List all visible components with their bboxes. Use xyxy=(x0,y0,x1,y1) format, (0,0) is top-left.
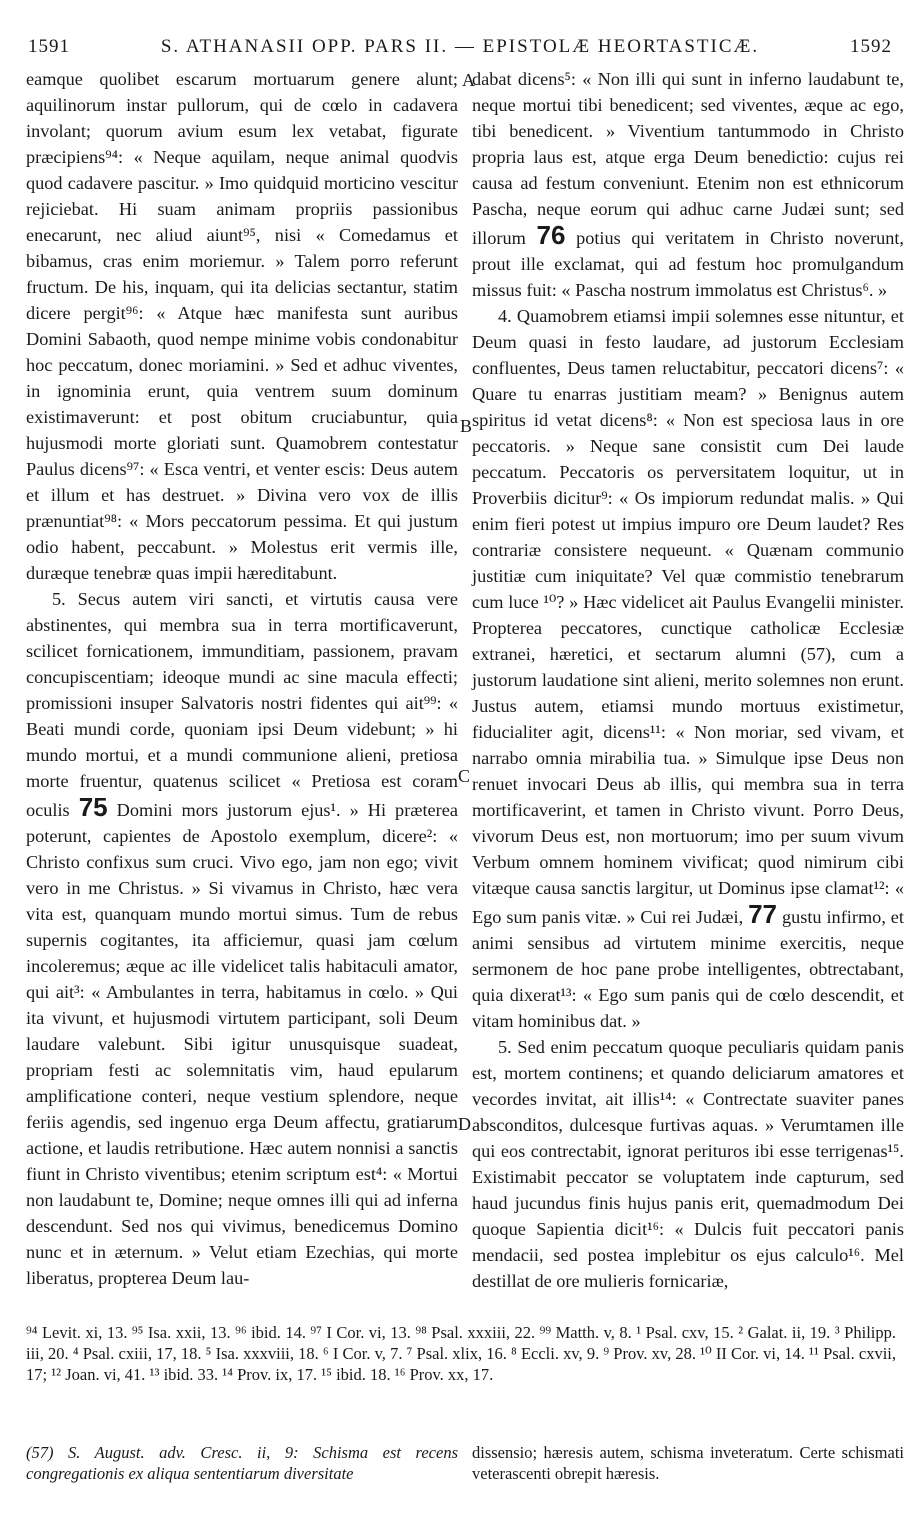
footnotes xyxy=(26,1322,896,1385)
right-paragraph-3: 5. Sed enim peccatum quoque peculiaris quidam panis est, mortem continens; et quando deliciarum amatores et vecordes invitat, ait illis¹⁴: « Contrectate suaviter panes absconditos, dulcesque furtivas aquas. » Verumtamen ille qui eos contrectabit, ignorat perituros ibi esse terrigenas¹⁵. Existimabit peccator se voluptatem inde capturum, sed haud jucundus finis hujus panis erit, quemadmodum Dei quoque Sapientia dicit¹⁶: « Dulcis fuit peccatori panis mendacii, sed postea implebitur os ejus calculo¹⁶. Mel destillat de ore mulieris fornicariæ, xyxy=(472,1037,904,1291)
column-number-77: 77 xyxy=(748,899,777,929)
footnote-references: ⁹⁴ Levit. xi, 13. ⁹⁵ Isa. xxii, 13. ⁹⁶ ibid. 14. ⁹⁷ I Cor. vi, 13. ⁹⁸ Psal. xxxiii, 22. ⁹⁹ Matth. v, 8. ¹ Psal. cxv, 15. ² Galat. ii, 19. ³ Philipp. iii, 20. ⁴ Psal. cxiii, 17, 18. ⁵ Isa. xxxviii, 18. ⁶ I Cor. v, 7. ⁷ Psal. xlix, 16. ⁸ Eccli. xv, 9. ⁹ Prov. xv, 28. ¹⁰ II Cor. vi, 14. ¹¹ Psal. cxvii, 17; ¹² Joan. vi, 41. ¹³ ibid. 33. ¹⁴ Prov. ix, 17. ¹⁵ ibid. 18. ¹⁶ Prov. xx, 17. xyxy=(26,1323,896,1384)
right-paragraph-2-part-a: 4. Quamobrem etiamsi impii solemnes esse nituntur, et Deum quasi in festo laudare, ad justorum Ecclesiam confluentes, Deus tamen reluctabitur, peccatori dicens⁷: « Quare tu enarras justitiam meam? » Benignus autem spiritus id vetat dicens⁸: « Non est speciosa laus in ore peccatoris. » Neque sane consistit cum Dei laude peccatum. Peccatoris os perversitatem loquitur, ut in Proverbiis dicitur⁹: « Os impiorum redundat malis. » Qui enim fieri potest ut impius impuro ore Deum laudet? Res contrariæ consistere nequeunt. « Quænam communio justitiæ cum iniquitate? Vel quæ commistio tenebrarum cum luce ¹⁰? » Hæc videlicet ait Paulus Evangelii minister. Propterea peccatores, cunctique catholicæ Ecclesiæ extranei, hæretici, et sectarum alumni (57), cum a justorum laudatione sint alieni, merito solemnes non erunt. Justus autem, etiamsi mundo mortuus existimetur, fiducialiter agit, dicens¹¹: « Non moriar, sed vivam, et narrabo omnia mirabilia tua. » Simulque ipse Deus non renuet invocari Deus ab illis, qui membra sua in terra mortificaverint, et tamen in Christo vivunt. Porro Deus, vivorum Deus est, non mortuorum; imo per suum vivum Verbum omnem hominem vivificat; quod nimirum cibi vitæque causa sanctis largitur, ut Dominus ipse clamat¹²: « Ego sum panis vitæ. » Cui rei Judæi, xyxy=(472,306,904,927)
right-paragraph-2 xyxy=(472,303,904,1034)
right-paragraph-1-part-b: potius qui veritatem in Christo noverunt, prout ille exclamat, qui ad festum hoc promulgandum missus fuit: « Pascha nostrum immolatus est Christus⁶. » xyxy=(472,228,904,300)
citation-note-left: (57) S. August. adv. Cresc. ii, 9: Schisma est recens congregationis ex aliqua sententiarum diversitate xyxy=(26,1443,458,1483)
page-number-left: 1591 xyxy=(28,36,70,57)
margin-marker-d: D xyxy=(458,1114,471,1134)
right-paragraph-2-part-b: gustu infirmo, et animi sensibus ad virtutem minime exercitis, neque sermonem de hoc pane probe intelligentes, obtrectabant, quia dixerat¹³: « Ego sum panis qui de cœlo descendit, et vitam hominibus dat. » xyxy=(472,907,905,1031)
margin-marker-c: C xyxy=(458,766,471,786)
running-header xyxy=(28,34,892,60)
left-paragraph-2-part-a: 5. Secus autem viri sancti, et virtutis causa vere abstinentes, qui membra sua in terra mortificaverunt, scilicet fornicationem, immunditiam, passionem, pravam concupiscentiam; ideoque mundi ac sine macula effecti; promissioni insuper Salvatoris nostri fidentes qui ait⁹⁹: « Beati mundi corde, quoniam ipsi Deum videbunt; » hi mundo mortui, et a mundi communione alieni, pretiosa morte fruentur, quatenus scilicet « Pretiosa est coram oculis xyxy=(26,589,458,820)
column-number-76: 76 xyxy=(536,220,566,250)
left-paragraph-2 xyxy=(26,586,458,1291)
column-number-75: 75 xyxy=(78,792,108,822)
running-title: S. ATHANASII OPP. PARS II. — EPISTOLÆ HEORTASTICÆ. xyxy=(160,36,760,57)
right-paragraph-1 xyxy=(472,66,904,303)
left-paragraph-1: eamque quolibet escarum mortuarum genere alunt; aquilinorum instar pullorum, qui de cœlo in cadavera involant; quorum avium esum lex vetabat, figurate præcipiens⁹⁴: « Neque aquilam, neque animal quodvis quod cadavere pascitur. » Imo quidquid morticino vescitur rejiciebat. Hi suam animam propriis passionibus enecarunt, nec aliud aiunt⁹⁵, nisi « Comedamus et bibamus, cras enim moriemur. » Talem porro referunt fructum. De his, inquam, qui ita delicias sectantur, statim dicere pergit⁹⁶: « Atque hæc manifesta sunt auribus Domini Sabaoth, quod nempe minime vobis condonabitur hoc peccatum, donec moriamini. » Sed et adhuc viventes, in ignominia erunt, quia ventrem suum dominum existimaverunt: et post obitum cruciabuntur, quia hujusmodi morte gloriati sunt. Quamobrem contestatur Paulus dicens⁹⁷: « Esca ventri, et venter escis: Deus autem et illum et has destruet. » Divina vero vox de illis prænuntiat⁹⁸: « Mors peccatorum pessima. Et qui justum odio habent, peccabunt. » Molestus erit vermis ille, duræque tenebræ quas impii hæreditabunt. xyxy=(26,69,458,583)
left-paragraph-2-part-b: Domini mors justorum ejus¹. » Hi præterea poterunt, capientes de Apostolo exemplum, dicere²: « Christo confixus sum cruci. Vivo ego, jam non ego; vivit vero in me Christus. » Si vivamus in Christo, hæc vera vita est, quanquam mundo mortui simus. Tum de rebus supernis cogitantes, ita afficiemur, quasi jam cœlum incoleremus; æque ac ille videlicet talis habitaculi amator, qui ait³: « Ambulantes in terra, habitamus in cœlo. » Qui ita vivunt, et hujusmodi virtutem participant, soli Deum laudare valebunt. Sibi igitur unusquisque suadeat, propriam festi ac solemnitatis vim, haud epularum amplificatione conteri, neque vestium splendore, neque feriis agendis, sed ingenuo erga Deum affectu, gratiarum actione, et laudis retributione. Hæc autem nonnisi a sanctis fiunt in Christo viventibus; etenim scriptum est⁴: « Mortui non laudabunt te, Domine; neque omnes illi qui ad inferna descendunt. Sed nos qui vivimus, benedicemus Domino nunc et in æternum. » Velut etiam Ezechias, qui morte liberatus, propterea Deum lau- xyxy=(26,800,458,1288)
right-column xyxy=(472,66,904,1294)
margin-marker-a: A xyxy=(462,70,475,90)
right-paragraph-1-part-a: dabat dicens⁵: « Non illi qui sunt in inferno laudabunt te, neque mortui tibi benedicent; sed viventes, æque ac ego, tibi benedicent. » Viventium tantummodo in Christo propria laus est, atque erga Deum benedictio: cujus rei causa ad festum conveniunt. Etenim non est ethnicorum Pascha, neque eorum qui adhuc carne Judæi sunt; sed illorum xyxy=(472,69,904,248)
left-column xyxy=(26,66,458,1291)
citation-note-right: dissensio; hæresis autem, schisma inveteratum. Certe schismati veterascenti obrepit hæresis. xyxy=(472,1443,904,1483)
page-number-right: 1592 xyxy=(849,36,892,57)
margin-marker-b: B xyxy=(460,416,473,436)
